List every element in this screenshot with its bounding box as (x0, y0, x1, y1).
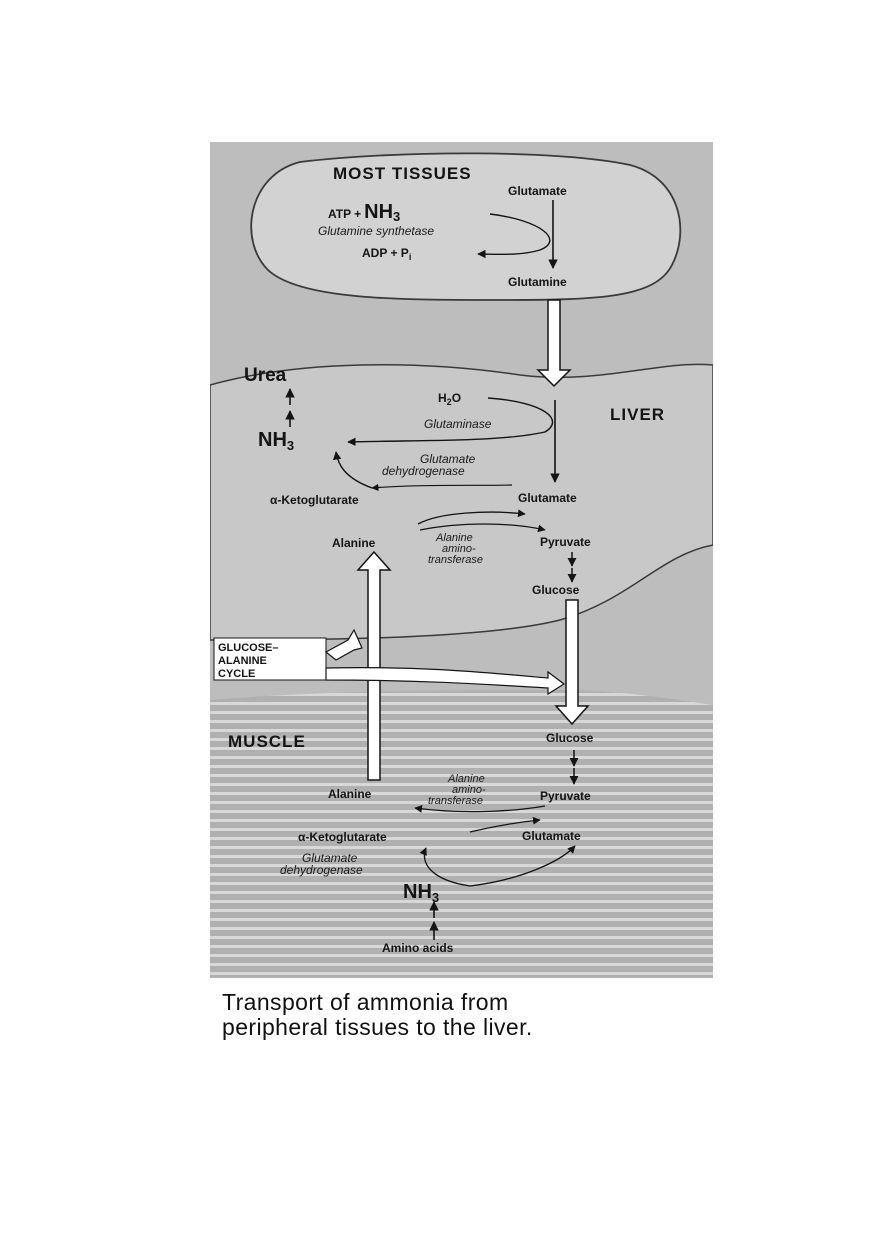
liver-urea: Urea (244, 365, 287, 386)
mt-glutamate: Glutamate (508, 184, 567, 198)
muscle-label: MUSCLE (228, 732, 306, 751)
muscle-gdh-label-1: Glutamate (302, 851, 358, 865)
mt-glutamine: Glutamine (508, 275, 567, 289)
liver-gdh-label-1: Glutamate (420, 452, 476, 466)
muscle-alat-label-3: transferase (428, 795, 484, 807)
muscle-nh3: $NH_3$ (403, 881, 440, 905)
mt-atp-nh3: ATP + NH3 (328, 201, 401, 224)
liver-alat-label-3: transferase (428, 554, 484, 566)
muscle-glutamate: Glutamate (522, 829, 581, 843)
liver-nh3: $NH_3$ (258, 429, 295, 453)
cycle-label-2: ALANINE (218, 655, 267, 667)
mt-adp-pi: ADP + Pi (362, 246, 412, 262)
cycle-label-3: CYCLE (218, 668, 256, 680)
liver-alpha-kg: α-Ketoglutarate (270, 493, 359, 507)
liver-h2o: H2O (438, 391, 462, 407)
muscle-glucose: Glucose (546, 731, 594, 745)
glutamine-synthetase-label: Glutamine synthetase (318, 224, 435, 238)
muscle-alpha-kg: α-Ketoglutarate (298, 830, 387, 844)
liver-alat-label-1: Alanine (436, 532, 473, 544)
muscle-alat-label-2: amino- (452, 784, 486, 796)
muscle-alanine: Alanine (328, 787, 372, 801)
liver-glucose: Glucose (532, 583, 580, 597)
liver-gdh-label-2: dehydrogenase (382, 464, 465, 478)
most-tissues-label: MOST TISSUES (333, 164, 472, 183)
caption-line-2: peripheral tissues to the liver. (222, 1014, 533, 1040)
caption-line-1: Transport of ammonia from (222, 989, 509, 1015)
liver-label: LIVER (610, 405, 666, 424)
muscle-alat-label-1: Alanine (448, 773, 485, 785)
figure-caption (222, 990, 742, 1040)
muscle-amino-acids: Amino acids (382, 941, 454, 955)
cycle-label-1: GLUCOSE– (218, 642, 279, 654)
liver-alanine: Alanine (332, 536, 376, 550)
liver-glutamate: Glutamate (518, 491, 577, 505)
liver-alat-label-2: amino- (442, 543, 476, 555)
muscle-pyruvate: Pyruvate (540, 789, 591, 803)
liver-pyruvate: Pyruvate (540, 535, 591, 549)
glutaminase-label: Glutaminase (424, 417, 492, 431)
muscle-gdh-label-2: dehydrogenase (280, 863, 363, 877)
